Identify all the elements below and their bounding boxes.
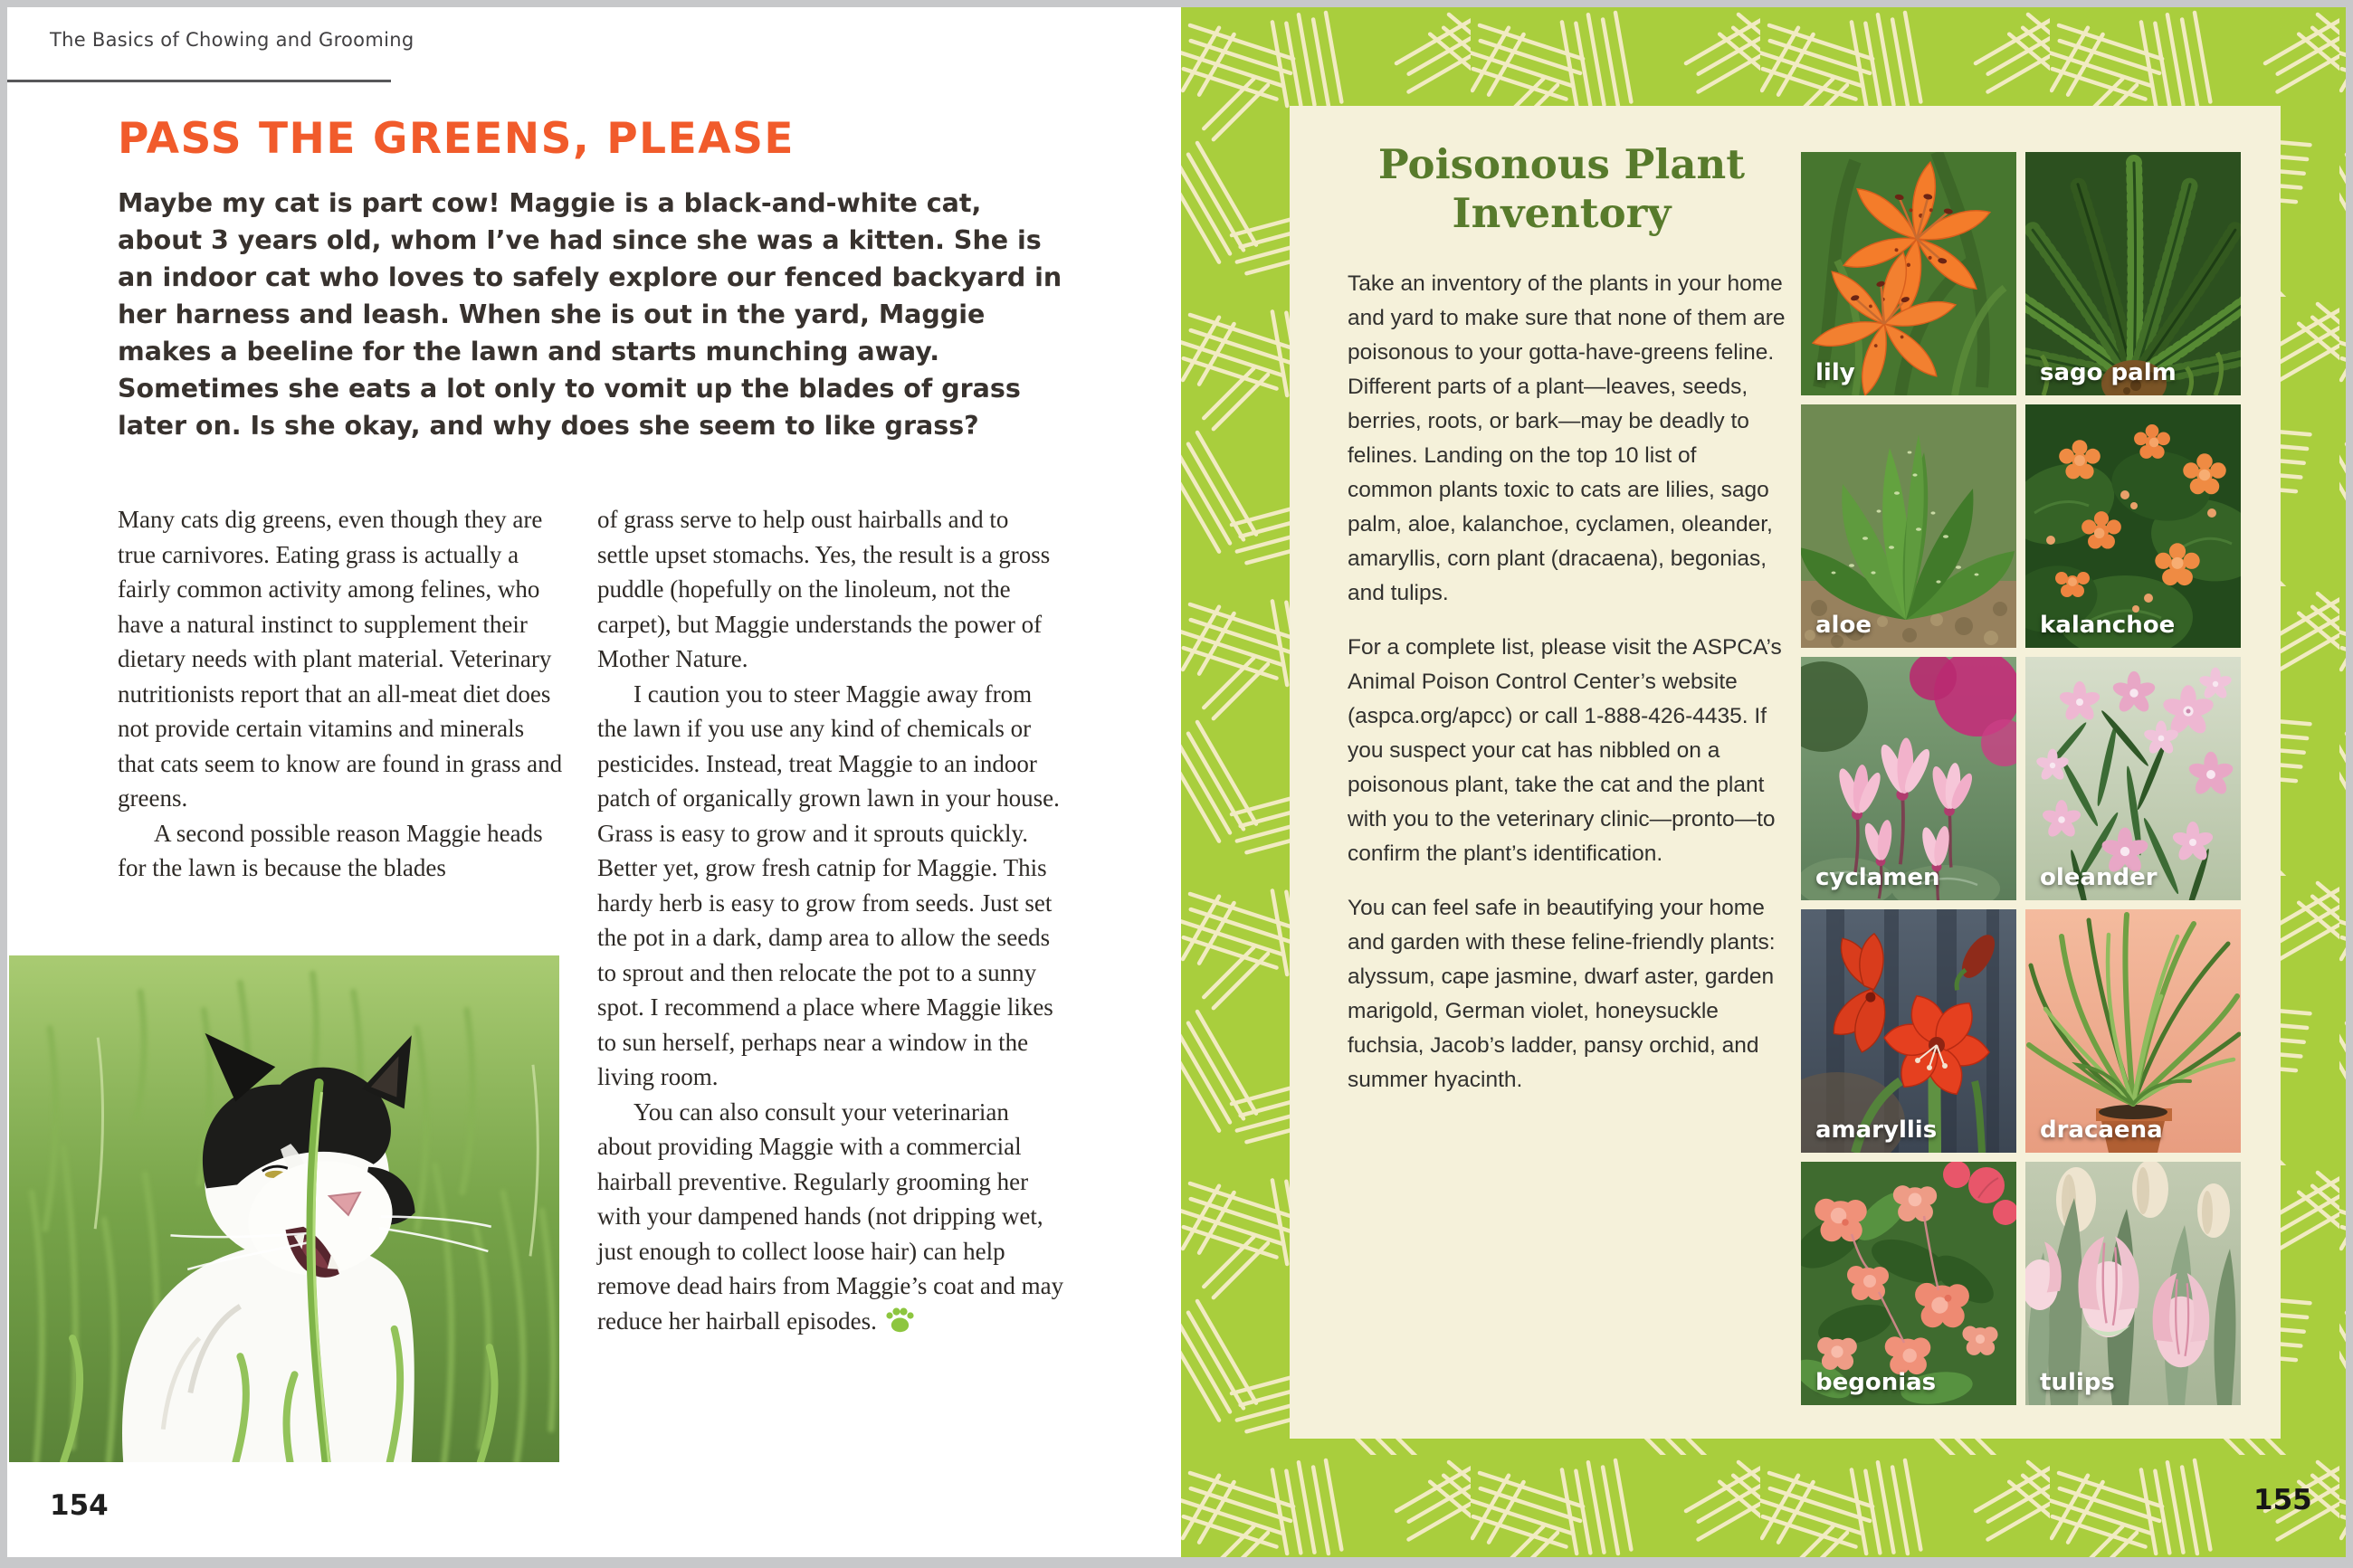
paragraph: For a complete list, please visit the ASPCA’s Animal Poison Control Center’s website (aspca.org/apcc) or call 1-888-426-4435. If you suspect your cat has nibbled on a poisonous plant, take the cat and the plant with you to the veterinary clinic—pronto—to confirm the plant’s identification. xyxy=(1348,635,1782,866)
box-title-line2: Inventory xyxy=(1452,189,1672,237)
plant-label: cyclamen xyxy=(1815,864,1940,891)
plant-label: begonias xyxy=(1815,1369,1937,1396)
plant-photo-oleander xyxy=(2025,657,2241,900)
left-page xyxy=(7,7,1181,1557)
plant-photo-kalanchoe xyxy=(2025,404,2241,648)
box-text xyxy=(1348,267,1786,1117)
right-page xyxy=(1181,7,2346,1557)
paragraph-text: You can also consult your veterinarian about providing Maggie with a commercial hairball preventive. Regularly grooming her with your dampened hands (not dripping wet, just enough to collect loose hair) can help remove dead hairs from Maggie’s coat and may reduce her hairball episodes. xyxy=(597,1098,1064,1335)
plant-label: amaryllis xyxy=(1815,1117,1938,1144)
cat-eating-grass-photo xyxy=(9,955,559,1462)
paragraph: A second possible reason Maggie heads for the lawn is because the blades xyxy=(118,819,543,881)
box-title xyxy=(1315,140,1808,238)
plant-photo-aloe xyxy=(1801,404,2016,648)
page-number-left: 154 xyxy=(50,1489,109,1522)
running-head: The Basics of Chowing and Grooming xyxy=(50,29,414,51)
plant-label: oleander xyxy=(2040,864,2158,891)
paragraph: Many cats dig greens, even though they are true carnivores. Eating grass is actually a fairly common activity among felines, who have a natural instinct to supplement their dietary needs with plant material. Veterinary nutritionists report that an all-meat diet does not provide certain vitamins and minerals that cats seem to know are found in grass and greens. xyxy=(118,506,563,812)
plant-label: kalanchoe xyxy=(2040,612,2176,639)
book-spread xyxy=(7,7,2346,1557)
plant-label: sago palm xyxy=(2040,359,2177,386)
paragraph: Take an inventory of the plants in your home and yard to make sure that none of them are poisonous to your gotta-have-greens feline. Different parts of a plant—leaves, seeds, berries, roots, or bark—may be deadly to felines. Landing on the top 10 list of common plants toxic to cats are lilies, sago palm, aloe, kalanchoe, cyclamen, oleander, amaryllis, corn plant (dracaena), begonias, and tulips. xyxy=(1348,271,1786,605)
poisonous-plant-inventory-box xyxy=(1290,106,2281,1439)
plant-photo-grid xyxy=(1801,152,2241,1405)
paw-print-icon xyxy=(884,1307,915,1333)
plant-photo-sago-palm xyxy=(2025,152,2241,395)
body-column-2 xyxy=(597,502,1064,1338)
plant-photo-cyclamen xyxy=(1801,657,2016,900)
article-intro: Maybe my cat is part cow! Maggie is a black-and-white cat, about 3 years old, whom I’ve had since she was a kitten. She is an indoor cat who loves to safely explore our fenced backyard in her harness and leash. When she is out in the yard, Maggie makes a beeline for the lawn and starts munching away. Sometimes she eats a lot only to vomit up the blades of grass later on. Is she okay, and why does she seem to like grass? xyxy=(118,188,1062,441)
paragraph: I caution you to steer Maggie away from the lawn if you use any kind of chemicals or pesticides. Instead, treat Maggie to an indoor patch of organically grown lawn in your house. Grass is easy to grow and it sprouts quickly. Better yet, grow fresh catnip for Maggie. This hardy herb is easy to grow from seeds. Just set the pot in a dark, damp area to allow the seeds to sprout and then relocate the pot to a sunny spot. I recommend a place where Maggie likes to sun herself, perhaps near a window in the living room. xyxy=(597,679,1060,1090)
plant-label: tulips xyxy=(2040,1369,2115,1396)
plant-photo-amaryllis xyxy=(1801,909,2016,1153)
page-number-right: 155 xyxy=(2253,1484,2312,1516)
plant-photo-tulips xyxy=(2025,1162,2241,1405)
article-title: PASS THE GREENS, PLEASE xyxy=(118,114,795,164)
plant-photo-dracaena xyxy=(2025,909,2241,1153)
plant-label: lily xyxy=(1815,359,1855,386)
body-column-1 xyxy=(118,502,563,886)
paragraph xyxy=(597,1095,1064,1339)
paragraph: of grass serve to help oust hairballs and to settle upset stomachs. Yes, the result is a gross puddle (hopefully on the linoleum, not the carpet), but Maggie understands the power of Mother Nature. xyxy=(597,506,1051,672)
plant-label: dracaena xyxy=(2040,1117,2163,1144)
plant-photo-lily xyxy=(1801,152,2016,395)
running-head-rule xyxy=(7,80,391,82)
paragraph: You can feel safe in beautifying your home and garden with these feline-friendly plants: alyssum, cape jasmine, dwarf aster, garden marigold, German violet, honeysuckle fuchsia, Jacob’s ladder, pansy orchid, and summer hyacinth. xyxy=(1348,896,1776,1092)
plant-photo-begonias xyxy=(1801,1162,2016,1405)
plant-label: aloe xyxy=(1815,612,1872,639)
box-title-line1: Poisonous Plant xyxy=(1377,140,1746,188)
